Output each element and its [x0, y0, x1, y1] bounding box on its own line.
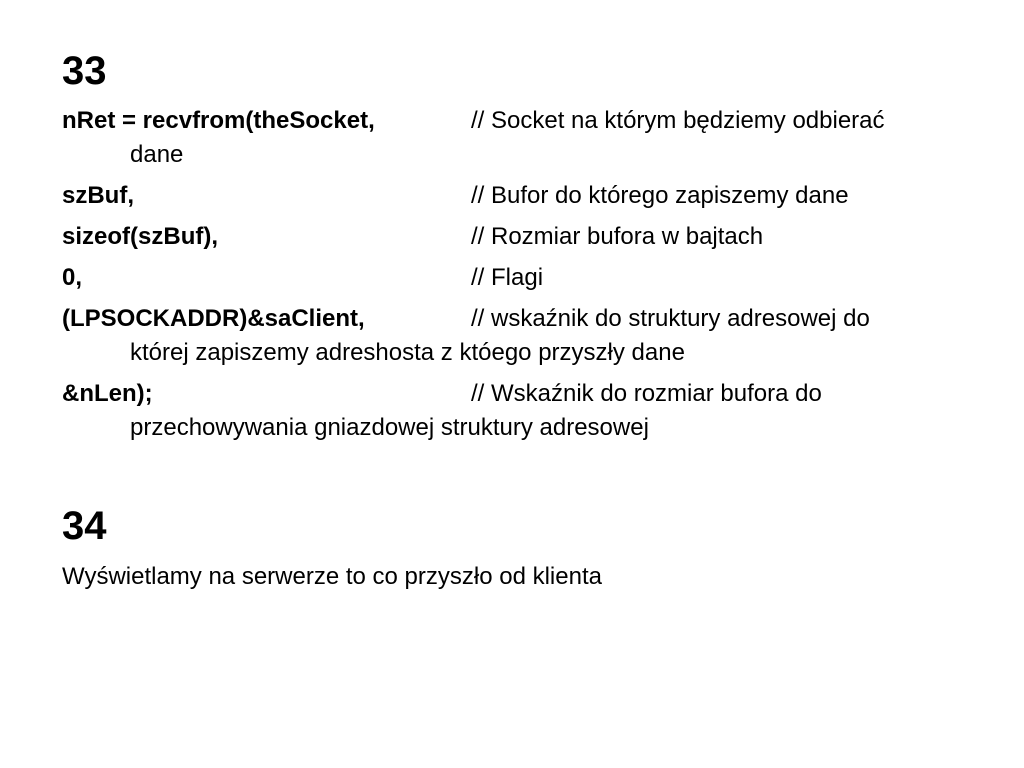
code-line	[62, 104, 982, 172]
section-number-33: 33	[62, 49, 107, 93]
code-text: &nLen);	[62, 380, 153, 407]
code-comment: // wskaźnik do struktury adresowej do	[471, 305, 870, 332]
code-line	[62, 377, 982, 445]
code-line	[62, 261, 982, 295]
code-comment: // Bufor do którego zapiszemy dane	[471, 182, 849, 209]
code-text: sizeof(szBuf),	[62, 223, 218, 250]
section-number-34: 34	[62, 504, 107, 548]
code-line	[62, 220, 982, 254]
section-34-text: Wyświetlamy na serwerze to co przyszło od klienta	[62, 563, 602, 590]
code-comment: // Flagi	[471, 264, 544, 291]
code-line	[62, 179, 982, 213]
code-line	[62, 302, 982, 370]
code-comment: // Rozmiar bufora w bajtach	[471, 223, 764, 250]
code-text: nRet = recvfrom(theSocket,	[62, 107, 375, 134]
code-comment-continuation: której zapiszemy adreshosta z któego przyszły dane	[130, 339, 685, 366]
code-comment-continuation: przechowywania gniazdowej struktury adresowej	[130, 414, 649, 441]
code-text: (LPSOCKADDR)&saClient,	[62, 305, 365, 332]
code-comment: // Socket na którym będziemy odbierać	[471, 107, 885, 134]
code-comment: // Wskaźnik do rozmiar bufora do	[471, 380, 822, 407]
code-comment-continuation: dane	[130, 141, 184, 168]
code-text: 0,	[62, 264, 83, 291]
code-text: szBuf,	[62, 182, 134, 209]
